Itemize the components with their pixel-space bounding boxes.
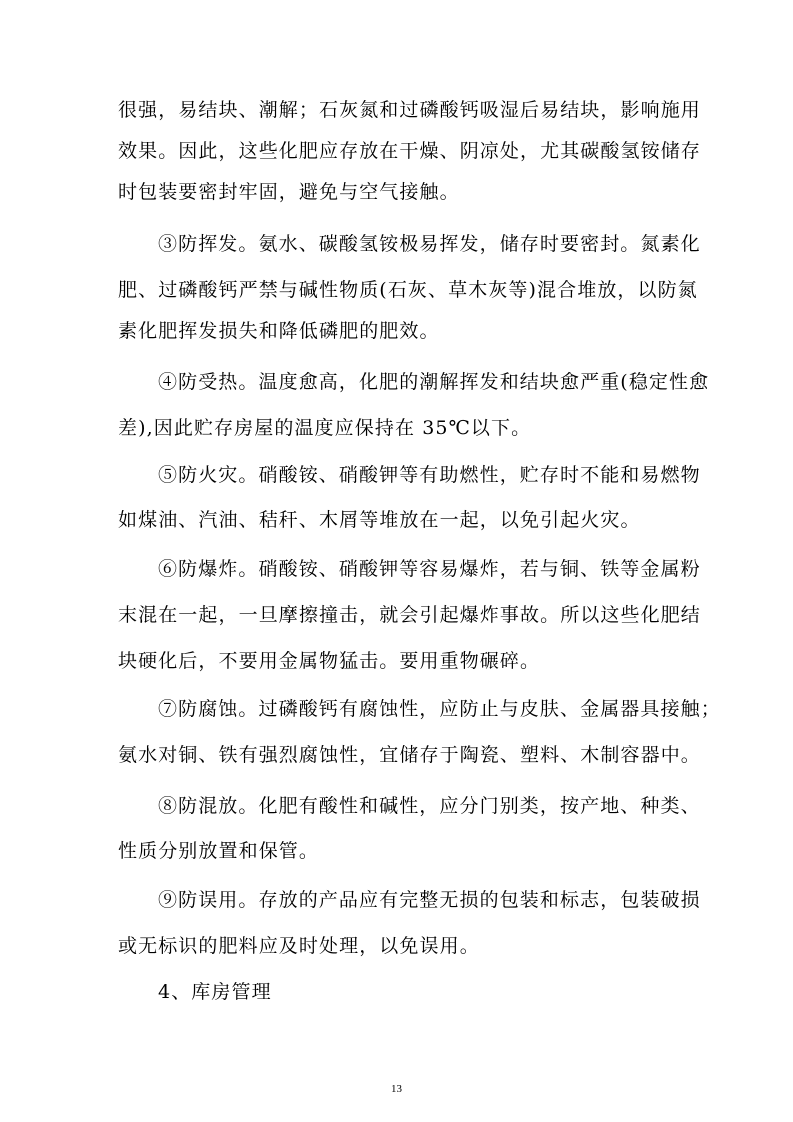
text-line: 很强，易结块、潮解；石灰氮和过磷酸钙吸湿后易结块，影响施用 [118,99,701,121]
text-line: 差),因此贮存房屋的温度应保持在 35℃以下。 [118,417,532,439]
item-4-heading-line: ④防受热。温度愈高，化肥的潮解挥发和结块愈严重(稳定性愈 [158,371,710,393]
text-line: 或无标识的肥料应及时处理，以免误用。 [118,935,480,957]
text-line: 效果。因此，这些化肥应存放在干燥、阴凉处，尤其碳酸氢铵储存 [118,140,701,162]
item-3-heading-line: ③防挥发。氨水、碳酸氢铵极易挥发，储存时要密封。氮素化 [158,233,701,255]
text-line: 氨水对铜、铁有强烈腐蚀性，宜储存于陶瓷、塑料、木制容器中。 [118,744,701,766]
item-8-heading-line: ⑧防混放。化肥有酸性和碱性，应分门别类，按产地、种类、 [158,795,701,817]
text-line: 时包装要密封牢固，避免与空气接触。 [118,181,460,203]
text-line: 如煤油、汽油、秸秆、木屑等堆放在一起，以免引起火灾。 [118,509,641,531]
section-heading: 4、库房管理 [158,981,272,1003]
page-number: 13 [391,1083,402,1095]
text-line: 性质分别放置和保管。 [118,840,320,862]
text-line: 肥、过磷酸钙严禁与碱性物质(石灰、草木灰等)混合堆放，以防氮 [118,279,698,301]
item-6-heading-line: ⑥防爆炸。硝酸铵、硝酸钾等容易爆炸，若与铜、铁等金属粉 [158,558,701,580]
item-7-heading-line: ⑦防腐蚀。过磷酸钙有腐蚀性，应防止与皮肤、金属器具接触； [158,698,721,720]
item-9-heading-line: ⑨防误用。存放的产品应有完整无损的包装和标志，包装破损 [158,889,701,911]
item-5-heading-line: ⑤防火灾。硝酸铵、硝酸钾等有助燃性，贮存时不能和易燃物 [158,464,701,486]
text-line: 末混在一起，一旦摩擦撞击，就会引起爆炸事故。所以这些化肥结 [118,604,701,626]
text-line: 素化肥挥发损失和降低磷肥的肥效。 [118,320,440,342]
text-line: 块硬化后，不要用金属物猛击。要用重物碾碎。 [118,650,541,672]
